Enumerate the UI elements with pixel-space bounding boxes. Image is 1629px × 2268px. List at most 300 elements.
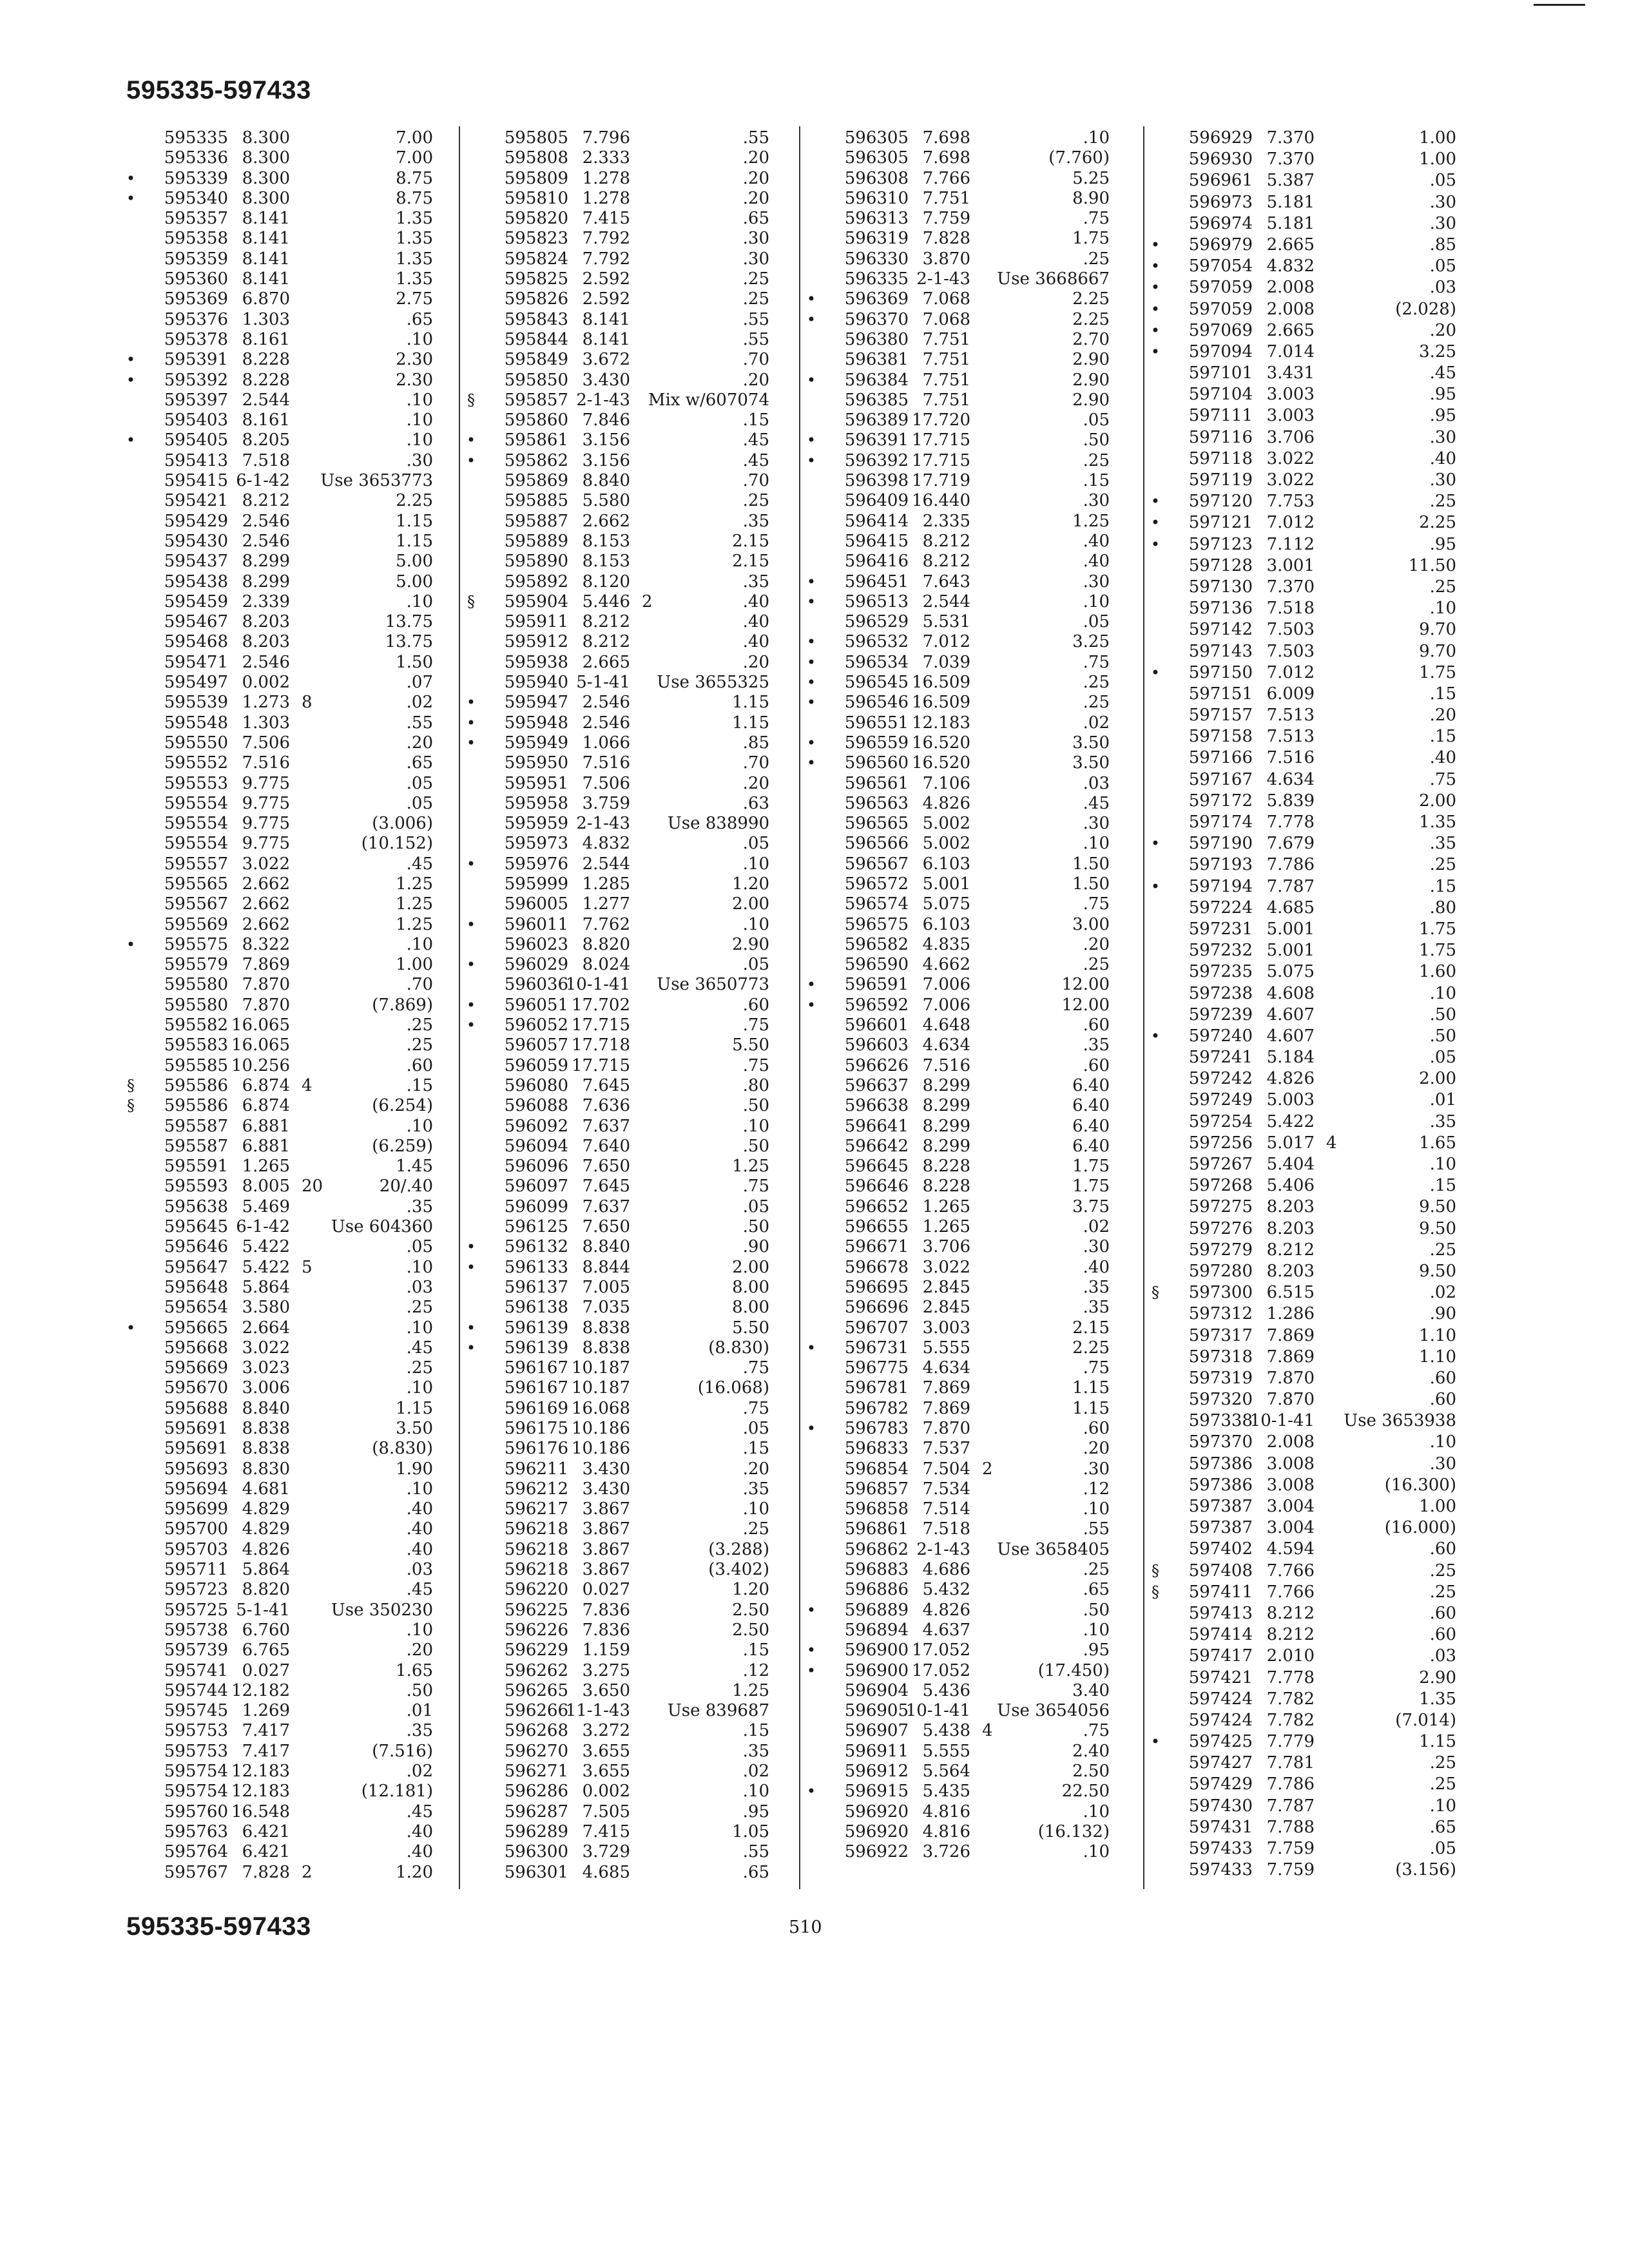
item-value: (3.006) <box>372 814 433 834</box>
item-value: .10 <box>1083 591 1110 611</box>
ledger-row <box>1147 1047 1508 1068</box>
ledger-row <box>803 1015 1164 1035</box>
item-value: .15 <box>742 1439 769 1459</box>
item-number: 596385 <box>844 390 909 410</box>
ledger-row <box>803 753 1164 773</box>
item-number: 596861 <box>844 1519 909 1539</box>
ledger-row <box>122 390 483 410</box>
ledger-row <box>463 1358 824 1378</box>
ledger-row <box>122 1438 483 1458</box>
row-marker: § <box>127 1076 135 1095</box>
item-number: 595468 <box>164 632 228 652</box>
item-weight: 1.265 <box>922 1196 970 1216</box>
item-value: 1.00 <box>396 955 433 975</box>
item-number: 596671 <box>844 1237 909 1257</box>
item-weight: 7.786 <box>1266 1774 1315 1794</box>
item-value: .35 <box>742 572 769 591</box>
item-weight: 8.844 <box>582 1257 630 1277</box>
item-value: .40 <box>406 1499 433 1519</box>
item-number: 596301 <box>504 1862 568 1882</box>
item-weight: 5.864 <box>242 1560 290 1580</box>
row-marker: • <box>1150 342 1161 361</box>
ledger-row <box>463 793 824 813</box>
item-value: .60 <box>742 995 769 1015</box>
item-number: 597268 <box>1188 1176 1253 1196</box>
item-number: 595723 <box>164 1580 228 1600</box>
item-value: .03 <box>406 1277 433 1297</box>
item-weight: 7.796 <box>582 128 630 148</box>
item-value: .20 <box>742 773 769 793</box>
ledger-row <box>463 1236 824 1256</box>
item-weight: 5.184 <box>1266 1048 1315 1068</box>
item-weight: 7.417 <box>242 1741 290 1761</box>
item-value: .10 <box>1429 983 1456 1003</box>
item-value: (6.254) <box>372 1096 433 1116</box>
item-value: 7.00 <box>396 128 433 148</box>
item-value: (3.402) <box>708 1560 769 1580</box>
item-weight: 16.520 <box>912 733 970 753</box>
ledger-row <box>463 692 824 712</box>
item-weight: 8.005 <box>242 1177 290 1196</box>
item-number: 597402 <box>1188 1539 1253 1559</box>
item-value: (7.014) <box>1395 1710 1456 1730</box>
item-number: 596305 <box>844 128 909 148</box>
item-number: 597123 <box>1188 534 1253 554</box>
item-value: 1.25 <box>396 914 433 934</box>
item-weight: 7.534 <box>922 1479 970 1499</box>
ledger-row <box>803 793 1164 813</box>
item-number: 596907 <box>844 1721 909 1741</box>
ledger-row <box>463 551 824 571</box>
ledger-row <box>463 1338 824 1358</box>
item-weight: 3.156 <box>582 450 630 470</box>
item-weight: 7.012 <box>922 632 970 652</box>
item-value: .65 <box>406 753 433 773</box>
item-weight: 5.075 <box>1266 962 1315 982</box>
item-weight: 5.580 <box>582 491 630 511</box>
ledger-row <box>803 1318 1164 1338</box>
ledger-row <box>122 1338 483 1358</box>
ledger-row <box>1147 149 1508 170</box>
item-weight: 8.820 <box>242 1580 290 1600</box>
ledger-row <box>122 974 483 994</box>
item-value: 3.50 <box>396 1419 433 1438</box>
ledger-row <box>803 974 1164 994</box>
item-weight: 4.685 <box>1266 898 1315 918</box>
ledger-row <box>463 168 824 188</box>
item-weight: 2.662 <box>242 874 290 894</box>
item-number: 596167 <box>504 1358 568 1378</box>
item-weight: 10.256 <box>231 1055 290 1075</box>
item-value: .40 <box>1429 748 1456 768</box>
item-number: 597387 <box>1188 1518 1253 1538</box>
item-number: 595548 <box>164 713 228 733</box>
item-weight: 7.869 <box>922 1398 970 1418</box>
item-number: 595889 <box>504 531 568 551</box>
item-value: (2.028) <box>1395 299 1456 319</box>
item-weight: 2-1-43 <box>916 269 970 289</box>
ledger-row <box>122 1862 483 1882</box>
item-number: 596036 <box>504 975 568 995</box>
item-number: 596833 <box>844 1439 909 1459</box>
ledger-row <box>122 813 483 833</box>
item-number: 596929 <box>1188 128 1253 148</box>
item-weight: 7.679 <box>1266 834 1315 854</box>
item-weight: 3.003 <box>1266 406 1315 426</box>
ledger-row <box>122 1015 483 1035</box>
item-number: 595438 <box>164 572 228 591</box>
item-value: .10 <box>406 934 433 954</box>
ledger-row <box>803 1579 1164 1599</box>
item-weight: 7.068 <box>922 309 970 329</box>
item-value: .60 <box>1429 1539 1456 1559</box>
item-value: 2.90 <box>1419 1667 1456 1687</box>
ledger-row <box>122 854 483 874</box>
item-weight: 2.592 <box>582 269 630 289</box>
ledger-row <box>463 1257 824 1277</box>
item-value: 9.70 <box>1419 620 1456 640</box>
item-number: 595862 <box>504 450 568 470</box>
ledger-row <box>463 1680 824 1700</box>
item-value: .60 <box>406 1055 433 1075</box>
item-number: 596225 <box>504 1600 568 1620</box>
ledger-row <box>803 672 1164 692</box>
ledger-row <box>122 773 483 793</box>
item-value: .10 <box>1429 599 1456 619</box>
item-weight: 4.637 <box>922 1620 970 1640</box>
ledger-row <box>122 1519 483 1539</box>
item-number: 596961 <box>1188 171 1253 191</box>
item-weight: 7.650 <box>582 1217 630 1237</box>
item-value: .20 <box>1083 1439 1110 1459</box>
row-marker: • <box>466 733 476 752</box>
item-number: 595860 <box>504 410 568 430</box>
item-number: 595645 <box>164 1217 228 1237</box>
item-weight: 17.715 <box>912 430 970 450</box>
item-number: 596534 <box>844 652 909 672</box>
ledger-row <box>463 713 824 733</box>
item-weight: 8.212 <box>1266 1603 1315 1623</box>
item-number: 595887 <box>504 511 568 531</box>
item-value: 1.75 <box>1419 941 1456 961</box>
item-weight: 3.431 <box>1266 363 1315 383</box>
item-weight: 8.840 <box>582 1237 630 1257</box>
item-weight: 8.203 <box>242 612 290 632</box>
item-value: .10 <box>742 1116 769 1136</box>
ledger-row <box>1147 470 1508 491</box>
ledger-row <box>122 349 483 369</box>
item-number: 595688 <box>164 1398 228 1418</box>
item-number: 597320 <box>1188 1390 1253 1410</box>
item-number: 597413 <box>1188 1603 1253 1623</box>
item-number: 597338 <box>1188 1411 1253 1431</box>
item-value: .20 <box>406 1640 433 1660</box>
ledger-row <box>122 1579 483 1599</box>
item-number: 595738 <box>164 1620 228 1640</box>
item-value: .10 <box>406 1479 433 1499</box>
ledger-row <box>803 490 1164 510</box>
item-weight: 8.838 <box>582 1318 630 1338</box>
row-marker: • <box>806 693 816 712</box>
item-number: 595892 <box>504 572 568 591</box>
item-weight: 8.322 <box>242 934 290 954</box>
item-value: (7.516) <box>372 1741 433 1761</box>
ledger-row <box>122 430 483 450</box>
item-weight: 8.203 <box>242 632 290 652</box>
item-value: .60 <box>1083 1015 1110 1035</box>
ledger-row <box>803 1841 1164 1861</box>
item-number: 595567 <box>164 894 228 914</box>
item-number: 595413 <box>164 450 228 470</box>
ledger-row <box>1147 876 1508 898</box>
item-value: .15 <box>1083 471 1110 491</box>
item-value: 1.35 <box>396 209 433 229</box>
ledger-row <box>1147 427 1508 448</box>
item-value: .85 <box>1429 235 1456 255</box>
item-number: 595554 <box>164 793 228 813</box>
ledger-row <box>463 1438 824 1458</box>
ledger-row <box>1147 1796 1508 1817</box>
ledger-row <box>122 934 483 954</box>
ledger-row <box>463 874 824 894</box>
item-weight: 8.300 <box>242 128 290 148</box>
item-weight: 4.816 <box>922 1821 970 1841</box>
item-value: (6.259) <box>372 1136 433 1156</box>
ledger-row <box>463 1297 824 1317</box>
item-weight: 7.637 <box>582 1196 630 1216</box>
row-marker: § <box>127 1097 135 1115</box>
item-value: 5.50 <box>732 1035 769 1055</box>
ledger-row <box>1147 555 1508 577</box>
item-weight: 8.228 <box>922 1157 970 1177</box>
ledger-row <box>803 410 1164 430</box>
item-number: 597130 <box>1188 577 1253 597</box>
item-weight: 7.370 <box>1266 149 1315 169</box>
item-value: .30 <box>1083 814 1110 834</box>
item-weight: 1.303 <box>242 309 290 329</box>
item-value: .25 <box>406 1358 433 1378</box>
item-value: (8.830) <box>372 1439 433 1459</box>
item-number: 596380 <box>844 329 909 349</box>
item-weight: 3.759 <box>582 793 630 813</box>
item-value: 1.15 <box>1072 1398 1110 1418</box>
item-number: 595586 <box>164 1096 228 1116</box>
item-number: 596268 <box>504 1721 568 1741</box>
item-number: 596894 <box>844 1620 909 1640</box>
item-number: 596920 <box>844 1802 909 1821</box>
ledger-row <box>463 490 824 510</box>
ledger-row <box>463 1640 824 1660</box>
item-number: 595340 <box>164 188 228 208</box>
ledger-row <box>803 148 1164 168</box>
item-weight: 8.205 <box>242 430 290 450</box>
item-weight: 2.664 <box>242 1318 290 1338</box>
ledger-row <box>122 692 483 712</box>
item-number: 597069 <box>1188 320 1253 340</box>
item-number: 596369 <box>844 289 909 309</box>
item-value: .20 <box>406 733 433 753</box>
item-weight: 8.300 <box>242 188 290 208</box>
item-weight: 7.637 <box>582 1116 630 1136</box>
item-weight: 11-1-43 <box>565 1701 630 1721</box>
ledger-row <box>122 249 483 269</box>
item-weight: 7.766 <box>1266 1582 1315 1602</box>
item-value: .10 <box>1083 1802 1110 1821</box>
ledger-row <box>463 349 824 369</box>
item-number: 596175 <box>504 1419 568 1438</box>
item-weight: 2.335 <box>922 511 970 531</box>
ledger-row <box>463 1660 824 1680</box>
item-number: 597239 <box>1188 1004 1253 1024</box>
item-weight: 0.027 <box>582 1580 630 1600</box>
row-marker: • <box>466 915 476 934</box>
item-number: 595911 <box>504 612 568 632</box>
item-value: .15 <box>742 410 769 430</box>
item-value: .10 <box>1083 1842 1110 1862</box>
item-weight: 3.022 <box>242 854 290 874</box>
item-value: 2.90 <box>1072 390 1110 410</box>
item-value: .35 <box>1083 1298 1110 1318</box>
item-quantity: 2 <box>642 591 653 611</box>
item-number: 596886 <box>844 1580 909 1600</box>
item-value: 2.40 <box>1072 1741 1110 1761</box>
item-weight: 8.228 <box>922 1177 970 1196</box>
item-value: (16.000) <box>1384 1518 1456 1538</box>
item-weight: 1.278 <box>582 188 630 208</box>
item-number: 597151 <box>1188 684 1253 704</box>
item-weight: 12.183 <box>231 1762 290 1782</box>
ledger-row <box>122 1479 483 1499</box>
item-number: 596398 <box>844 471 909 491</box>
item-weight: 3.001 <box>1266 555 1315 575</box>
ledger-row <box>463 1116 824 1136</box>
item-number: 596930 <box>1188 149 1253 169</box>
ledger-row <box>463 934 824 954</box>
item-number: 596052 <box>504 1015 568 1035</box>
item-value: 2.00 <box>732 894 769 914</box>
item-weight: 7.516 <box>242 753 290 773</box>
item-value: 1.15 <box>396 1398 433 1418</box>
item-weight: 4.832 <box>1266 256 1315 276</box>
row-marker: • <box>466 693 476 712</box>
ledger-row <box>122 591 483 611</box>
item-value: 2.00 <box>732 1257 769 1277</box>
item-weight: 7.751 <box>922 329 970 349</box>
item-number: 595593 <box>164 1177 228 1196</box>
item-number: 596094 <box>504 1136 568 1156</box>
item-weight: 5.422 <box>242 1257 290 1277</box>
item-weight: 5.075 <box>922 894 970 914</box>
ledger-row <box>1147 192 1508 213</box>
item-value: .70 <box>742 471 769 491</box>
item-number: 596226 <box>504 1620 568 1640</box>
item-value: .55 <box>742 309 769 329</box>
item-quantity: 20 <box>302 1177 323 1196</box>
ledger-row <box>1147 1517 1508 1539</box>
ledger-row <box>803 309 1164 329</box>
ledger-row <box>463 1277 824 1297</box>
item-value: 1.20 <box>396 1862 433 1882</box>
item-value: .10 <box>1429 1155 1456 1174</box>
ledger-row <box>803 833 1164 853</box>
item-value: .63 <box>742 793 769 813</box>
item-value: .40 <box>406 1519 433 1539</box>
item-number: 595360 <box>164 269 228 289</box>
item-number: 596575 <box>844 914 909 934</box>
item-weight: 7.869 <box>1266 1325 1315 1345</box>
ledger-row <box>463 430 824 450</box>
item-weight: 7.870 <box>922 1419 970 1438</box>
item-weight: 3.867 <box>582 1560 630 1580</box>
ledger-row <box>122 1095 483 1115</box>
item-weight: 0.002 <box>582 1782 630 1802</box>
item-number: 595553 <box>164 773 228 793</box>
item-number: 595948 <box>504 713 568 733</box>
item-weight: 7.636 <box>582 1096 630 1116</box>
item-value: 12.00 <box>1061 975 1110 995</box>
ledger-row <box>803 1720 1164 1740</box>
item-value: 2.25 <box>396 491 433 511</box>
ledger-row <box>122 128 483 148</box>
item-number: 597241 <box>1188 1048 1253 1068</box>
item-value: 3.75 <box>1072 1196 1110 1216</box>
item-value: (3.156) <box>1395 1860 1456 1880</box>
item-number: 596920 <box>844 1821 909 1841</box>
ledger-row <box>463 269 824 289</box>
item-weight: 3.706 <box>922 1237 970 1257</box>
item-value: .95 <box>1429 406 1456 426</box>
item-number: 595753 <box>164 1741 228 1761</box>
ledger-row <box>463 1781 824 1801</box>
item-value: 6.40 <box>1072 1096 1110 1116</box>
item-value: .25 <box>1429 1561 1456 1581</box>
item-number: 595741 <box>164 1660 228 1680</box>
item-number: 595587 <box>164 1136 228 1156</box>
item-number: 597059 <box>1188 299 1253 319</box>
item-number: 596132 <box>504 1237 568 1257</box>
ledger-row <box>1147 341 1508 363</box>
item-quantity: 5 <box>302 1257 313 1277</box>
item-number: 596782 <box>844 1398 909 1418</box>
item-weight: 3.430 <box>582 370 630 390</box>
item-number: 597121 <box>1188 513 1253 533</box>
item-number: 596229 <box>504 1640 568 1660</box>
ledger-row <box>1147 1218 1508 1240</box>
ledger-row <box>1147 898 1508 919</box>
item-number: 596642 <box>844 1136 909 1156</box>
item-value: 3.40 <box>1072 1680 1110 1700</box>
item-weight: 17.052 <box>912 1660 970 1680</box>
ledger-row <box>122 914 483 934</box>
item-number: 596900 <box>844 1640 909 1660</box>
item-weight: 1.277 <box>582 894 630 914</box>
row-marker: • <box>806 310 816 329</box>
item-value: .10 <box>742 914 769 934</box>
item-value: .25 <box>406 1298 433 1318</box>
item-weight: 5.181 <box>1266 192 1315 212</box>
ledger-row <box>463 1459 824 1479</box>
ledger-row <box>463 652 824 672</box>
item-number: 596286 <box>504 1782 568 1802</box>
ledger-row <box>463 410 824 430</box>
item-number: 596313 <box>844 209 909 229</box>
item-value: .10 <box>742 854 769 874</box>
ledger-row <box>1147 1261 1508 1282</box>
item-weight: 10.187 <box>572 1378 630 1398</box>
ledger-row <box>803 611 1164 631</box>
item-value: .05 <box>742 834 769 854</box>
ledger-row <box>803 1216 1164 1236</box>
